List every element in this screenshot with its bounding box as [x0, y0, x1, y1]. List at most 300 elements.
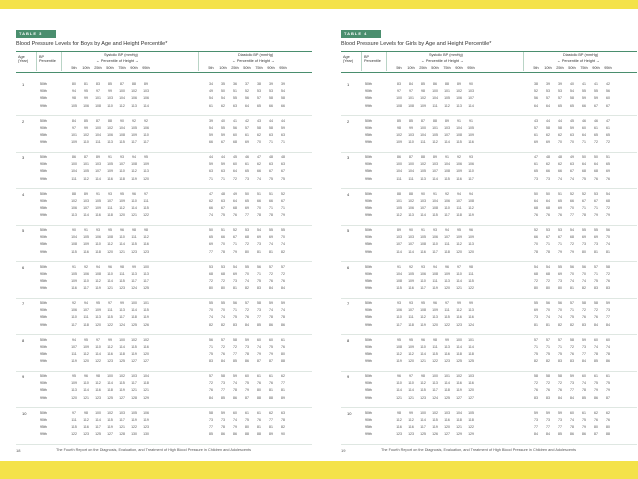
- systolic-value: 105: [131, 410, 137, 415]
- bp-percentile-header: BP Percentile: [39, 55, 56, 63]
- height-percentile-label: 95th: [142, 66, 150, 70]
- diastolic-value: 73: [570, 381, 574, 386]
- systolic-value: 89: [433, 155, 437, 159]
- diastolic-value: 70: [257, 205, 261, 210]
- diastolic-value: 85: [558, 432, 562, 437]
- diastolic-header: Diastolic BP (mmHg): [238, 53, 274, 57]
- systolic-value: 110: [468, 169, 474, 174]
- systolic-value: 102: [456, 89, 462, 94]
- systolic-value: 112: [95, 381, 101, 386]
- diastolic-value: 61: [257, 374, 261, 378]
- systolic-value: 114: [131, 308, 137, 313]
- systolic-value: 85: [397, 118, 401, 123]
- diastolic-value: 70: [209, 308, 213, 313]
- diastolic-value: 76: [546, 213, 550, 218]
- bp-percentile-label: 99th: [365, 176, 372, 181]
- diastolic-value: 59: [221, 162, 225, 167]
- systolic-value: 100: [408, 162, 414, 167]
- systolic-value: 121: [83, 395, 89, 400]
- systolic-value: 127: [468, 395, 474, 400]
- diastolic-value: 89: [281, 395, 285, 400]
- systolic-value: 107: [456, 198, 462, 203]
- diastolic-value: 48: [546, 155, 550, 159]
- bottom-yellow-band: [0, 461, 638, 479]
- systolic-value: 115: [131, 242, 137, 247]
- diastolic-value: 57: [546, 337, 550, 342]
- systolic-value: 120: [444, 286, 450, 291]
- systolic-value: 119: [396, 359, 402, 364]
- diastolic-value: 73: [534, 417, 538, 422]
- diastolic-value: 67: [582, 198, 586, 203]
- height-percentile-label: 90th: [267, 66, 275, 70]
- diastolic-value: 38: [534, 82, 538, 86]
- diastolic-value: 57: [534, 125, 538, 130]
- table-title: Blood Pressure Levels for Boys by Age and Height Percentile*: [16, 41, 168, 47]
- systolic-value: 118: [408, 322, 414, 327]
- age-block: [341, 80, 637, 116]
- diastolic-value: 82: [281, 424, 285, 429]
- diastolic-value: 65: [570, 103, 574, 108]
- systolic-value: 100: [420, 125, 426, 130]
- diastolic-value: 62: [546, 162, 550, 167]
- diastolic-value: 77: [606, 315, 610, 320]
- systolic-value: 101: [95, 96, 101, 101]
- diastolic-value: 85: [233, 359, 237, 364]
- header-bottom-rule: [341, 72, 637, 73]
- diastolic-value: 71: [570, 308, 574, 313]
- systolic-value: 86: [433, 82, 437, 86]
- systolic-value: 97: [445, 301, 449, 305]
- diastolic-value: 78: [570, 424, 574, 429]
- systolic-value: 93: [421, 264, 425, 269]
- systolic-value: 111: [432, 103, 438, 108]
- systolic-value: 104: [396, 271, 402, 276]
- systolic-value: 92: [72, 301, 76, 305]
- diastolic-value: 37: [245, 82, 249, 86]
- systolic-value: 110: [143, 132, 149, 137]
- diastolic-value: 65: [606, 162, 610, 167]
- systolic-value: 118: [119, 351, 125, 356]
- systolic-value: 105: [71, 271, 77, 276]
- systolic-value: 116: [444, 417, 450, 422]
- systolic-value: 118: [456, 351, 462, 356]
- height-percentile-label: 25th: [556, 66, 564, 70]
- systolic-value: 114: [107, 381, 113, 386]
- systolic-value: 114: [119, 344, 125, 349]
- systolic-value: 126: [143, 322, 149, 327]
- diastolic-value: 69: [534, 140, 538, 145]
- diastolic-value: 67: [570, 169, 574, 174]
- systolic-value: 108: [107, 235, 113, 240]
- systolic-value: 109: [119, 198, 125, 203]
- header-divider: [361, 52, 362, 71]
- diastolic-value: 58: [594, 301, 598, 305]
- diastolic-value: 83: [534, 395, 538, 400]
- bp-percentile-label: 99th: [40, 286, 47, 291]
- diastolic-value: 83: [546, 395, 550, 400]
- systolic-value: 96: [433, 301, 437, 305]
- page-footer: [341, 448, 637, 454]
- systolic-value: 114: [444, 381, 450, 386]
- systolic-value: 116: [468, 381, 474, 386]
- diastolic-value: 62: [558, 162, 562, 167]
- systolic-value: 128: [131, 395, 137, 400]
- systolic-value: 122: [107, 322, 113, 327]
- systolic-value: 86: [397, 155, 401, 159]
- systolic-value: 106: [408, 205, 414, 210]
- bp-percentile-label: 95th: [365, 205, 372, 210]
- diastolic-value: 53: [558, 89, 562, 94]
- diastolic-value: 71: [558, 242, 562, 247]
- systolic-value: 114: [131, 205, 137, 210]
- diastolic-value: 74: [257, 344, 261, 349]
- systolic-value: 100: [131, 301, 137, 305]
- systolic-value: 102: [83, 132, 89, 137]
- age-block: [341, 226, 637, 262]
- systolic-value: 111: [468, 271, 474, 276]
- systolic-value: 116: [444, 351, 450, 356]
- systolic-value: 111: [432, 278, 438, 283]
- diastolic-value: 81: [570, 286, 574, 291]
- diastolic-value: 53: [257, 89, 261, 94]
- systolic-value: 89: [397, 228, 401, 232]
- systolic-value: 124: [468, 322, 474, 327]
- age-block: [16, 336, 312, 372]
- diastolic-value: 76: [606, 278, 610, 283]
- systolic-value: 125: [420, 432, 426, 437]
- systolic-value: 116: [468, 315, 474, 320]
- systolic-value: 108: [468, 198, 474, 203]
- systolic-value: 125: [456, 359, 462, 364]
- systolic-value: 114: [396, 388, 402, 393]
- systolic-value: 112: [119, 205, 125, 210]
- diastolic-value: 56: [233, 125, 237, 130]
- diastolic-value: 55: [233, 96, 237, 101]
- systolic-value: 114: [95, 417, 101, 422]
- diastolic-value: 75: [582, 176, 586, 181]
- diastolic-value: 55: [269, 228, 273, 232]
- systolic-value: 93: [120, 155, 124, 159]
- diastolic-value: 73: [558, 278, 562, 283]
- bp-percentile-label: 90th: [365, 308, 372, 313]
- systolic-value: 110: [107, 103, 113, 108]
- systolic-value: 109: [95, 308, 101, 313]
- systolic-value: 112: [408, 351, 414, 356]
- diastolic-value: 83: [582, 322, 586, 327]
- bp-percentile-label: 99th: [365, 359, 372, 364]
- diastolic-value: 77: [209, 249, 213, 254]
- diastolic-value: 74: [594, 344, 598, 349]
- diastolic-value: 64: [233, 198, 237, 203]
- systolic-value: 103: [468, 374, 474, 378]
- systolic-value: 114: [119, 242, 125, 247]
- height-percentile-header: ← Percentile of Height →: [557, 59, 600, 63]
- girls-bp-table-page: [341, 30, 637, 453]
- diastolic-value: 65: [606, 132, 610, 137]
- systolic-value: 93: [96, 228, 100, 232]
- systolic-value: 121: [456, 286, 462, 291]
- diastolic-value: 61: [534, 132, 538, 137]
- bp-percentile-label: 50th: [40, 191, 47, 196]
- age-value: 8: [347, 337, 350, 343]
- systolic-value: 107: [408, 308, 414, 313]
- systolic-value: 106: [456, 96, 462, 101]
- diastolic-value: 72: [582, 308, 586, 313]
- diastolic-value: 46: [582, 118, 586, 123]
- diastolic-value: 53: [546, 89, 550, 94]
- systolic-value: 121: [119, 424, 125, 429]
- systolic-value: 119: [420, 322, 426, 327]
- systolic-value: 108: [131, 162, 137, 167]
- bp-percentile-label: 90th: [40, 417, 47, 422]
- bp-percentile-label: 99th: [365, 322, 372, 327]
- systolic-value: 88: [108, 118, 112, 123]
- systolic-value: 109: [468, 235, 474, 240]
- age-value: 2: [347, 118, 350, 124]
- systolic-value: 112: [396, 351, 402, 356]
- systolic-value: 115: [107, 315, 113, 320]
- header-divider: [198, 52, 199, 71]
- diastolic-value: 52: [245, 89, 249, 94]
- diastolic-value: 64: [233, 169, 237, 174]
- age-value: 2: [22, 118, 25, 124]
- systolic-value: 108: [420, 242, 426, 247]
- systolic-value: 118: [444, 388, 450, 393]
- systolic-value: 96: [397, 374, 401, 378]
- systolic-value: 112: [396, 417, 402, 422]
- age-value: 5: [22, 228, 25, 233]
- diastolic-value: 58: [233, 337, 237, 342]
- systolic-value: 118: [456, 417, 462, 422]
- diastolic-value: 53: [558, 228, 562, 232]
- systolic-value: 110: [83, 140, 89, 145]
- diastolic-value: 56: [570, 264, 574, 269]
- diastolic-value: 66: [546, 169, 550, 174]
- systolic-value: 115: [143, 205, 149, 210]
- systolic-value: 106: [131, 96, 137, 101]
- systolic-value: 107: [432, 169, 438, 174]
- systolic-value: 124: [432, 395, 438, 400]
- systolic-value: 113: [420, 176, 426, 181]
- systolic-value: 127: [107, 432, 113, 437]
- diastolic-value: 38: [257, 82, 261, 86]
- diastolic-value: 73: [606, 308, 610, 313]
- systolic-value: 115: [468, 278, 474, 283]
- systolic-value: 115: [456, 140, 462, 145]
- systolic-value: 88: [409, 191, 413, 196]
- systolic-value: 110: [444, 205, 450, 210]
- bp-percentile-label: 99th: [365, 140, 372, 145]
- diastolic-value: 58: [558, 125, 562, 130]
- systolic-value: 100: [143, 264, 149, 269]
- diastolic-value: 86: [582, 432, 586, 437]
- diastolic-value: 63: [281, 162, 285, 167]
- systolic-value: 116: [456, 381, 462, 386]
- block-separator: [16, 444, 312, 445]
- systolic-value: 104: [119, 125, 125, 130]
- diastolic-value: 75: [281, 176, 285, 181]
- systolic-value: 96: [108, 264, 112, 269]
- diastolic-value: 77: [570, 213, 574, 218]
- systolic-value: 107: [420, 205, 426, 210]
- systolic-value: 99: [108, 337, 112, 342]
- diastolic-value: 74: [582, 381, 586, 386]
- diastolic-value: 88: [281, 359, 285, 364]
- diastolic-value: 70: [281, 235, 285, 240]
- diastolic-value: 52: [233, 228, 237, 232]
- height-percentile-header: ← Percentile of Height →: [421, 59, 464, 63]
- diastolic-value: 51: [558, 191, 562, 196]
- diastolic-value: 75: [558, 351, 562, 356]
- diastolic-value: 61: [281, 337, 285, 342]
- bp-percentile-label: 95th: [40, 169, 47, 174]
- systolic-value: 87: [84, 155, 88, 159]
- diastolic-value: 73: [582, 242, 586, 247]
- systolic-value: 104: [143, 374, 149, 378]
- diastolic-value: 59: [570, 374, 574, 378]
- systolic-value: 101: [143, 301, 149, 305]
- diastolic-value: 67: [606, 103, 610, 108]
- systolic-value: 85: [421, 82, 425, 86]
- age-value: 6: [22, 264, 25, 270]
- diastolic-value: 76: [281, 278, 285, 283]
- diastolic-value: 57: [209, 374, 213, 378]
- bp-percentile-label: 90th: [40, 344, 47, 349]
- diastolic-value: 74: [558, 315, 562, 320]
- systolic-value: 88: [445, 82, 449, 86]
- systolic-value: 90: [469, 82, 473, 86]
- systolic-value: 99: [409, 125, 413, 130]
- diastolic-value: 72: [245, 308, 249, 313]
- diastolic-value: 72: [594, 308, 598, 313]
- systolic-value: 116: [83, 249, 89, 254]
- systolic-value: 104: [408, 169, 414, 174]
- systolic-value: 97: [144, 191, 148, 196]
- age-value: 1: [347, 82, 350, 87]
- systolic-value: 103: [444, 125, 450, 130]
- diastolic-value: 66: [570, 198, 574, 203]
- bp-percentile-label: 90th: [365, 381, 372, 386]
- diastolic-value: 76: [281, 344, 285, 349]
- diastolic-value: 83: [570, 359, 574, 364]
- systolic-value: 125: [107, 395, 113, 400]
- systolic-value: 99: [457, 301, 461, 305]
- systolic-value: 112: [468, 205, 474, 210]
- diastolic-value: 63: [570, 132, 574, 137]
- bp-percentile-label: 90th: [365, 89, 372, 94]
- diastolic-value: 41: [594, 82, 598, 86]
- diastolic-value: 80: [546, 286, 550, 291]
- systolic-value: 92: [409, 264, 413, 269]
- diastolic-value: 59: [594, 96, 598, 101]
- systolic-value: 104: [444, 162, 450, 167]
- diastolic-value: 46: [245, 155, 249, 159]
- diastolic-value: 58: [257, 125, 261, 130]
- systolic-value: 112: [444, 103, 450, 108]
- diastolic-value: 43: [257, 118, 261, 123]
- systolic-value: 108: [432, 271, 438, 276]
- age-value: 7: [347, 301, 350, 306]
- diastolic-value: 76: [233, 213, 237, 218]
- systolic-value: 123: [396, 432, 402, 437]
- systolic-value: 98: [84, 410, 88, 415]
- diastolic-value: 78: [534, 249, 538, 254]
- diastolic-value: 53: [546, 228, 550, 232]
- systolic-value: 113: [119, 308, 125, 313]
- systolic-value: 99: [84, 96, 88, 101]
- diastolic-value: 59: [582, 337, 586, 342]
- systolic-value: 98: [397, 125, 401, 130]
- systolic-value: 121: [408, 395, 414, 400]
- diastolic-value: 89: [269, 432, 273, 437]
- systolic-value: 112: [143, 235, 149, 240]
- diastolic-value: 86: [269, 322, 273, 327]
- age-value: 10: [347, 410, 352, 416]
- diastolic-value: 74: [281, 308, 285, 313]
- systolic-value: 117: [468, 176, 474, 181]
- systolic-value: 98: [96, 374, 100, 378]
- systolic-value: 119: [131, 417, 137, 422]
- diastolic-value: 81: [534, 322, 538, 327]
- height-percentile-label: 95th: [279, 66, 287, 70]
- diastolic-value: 80: [221, 286, 225, 291]
- systolic-value: 98: [72, 96, 76, 101]
- age-value: 1: [22, 82, 25, 87]
- diastolic-value: 50: [546, 191, 550, 196]
- systolic-value: 119: [131, 351, 137, 356]
- diastolic-value: 70: [245, 271, 249, 276]
- systolic-value: 111: [131, 235, 137, 240]
- diastolic-value: 82: [221, 322, 225, 327]
- systolic-value: 95: [108, 228, 112, 232]
- diastolic-value: 50: [582, 155, 586, 159]
- diastolic-value: 74: [570, 176, 574, 181]
- diastolic-value: 80: [582, 249, 586, 254]
- systolic-value: 111: [83, 315, 89, 320]
- bp-percentile-label: 50th: [365, 191, 372, 196]
- diastolic-value: 44: [209, 155, 213, 159]
- diastolic-value: 81: [281, 388, 285, 393]
- diastolic-value: 64: [534, 198, 538, 203]
- systolic-value: 112: [119, 103, 125, 108]
- systolic-value: 106: [143, 125, 149, 130]
- systolic-value: 113: [131, 103, 137, 108]
- systolic-value: 109: [71, 278, 77, 283]
- diastolic-value: 78: [245, 351, 249, 356]
- diastolic-value: 82: [546, 359, 550, 364]
- diastolic-value: 62: [546, 132, 550, 137]
- diastolic-value: 61: [534, 162, 538, 167]
- systolic-value: 119: [119, 388, 125, 393]
- bp-percentile-label: 99th: [365, 249, 372, 254]
- systolic-value: 106: [143, 96, 149, 101]
- systolic-value: 125: [119, 359, 125, 364]
- systolic-value: 87: [409, 155, 413, 159]
- diastolic-value: 57: [257, 96, 261, 101]
- diastolic-value: 83: [233, 322, 237, 327]
- age-header: Age (Year): [18, 55, 29, 63]
- systolic-value: 115: [396, 286, 402, 291]
- age-block: [16, 299, 312, 335]
- systolic-value: 120: [456, 249, 462, 254]
- systolic-value: 105: [71, 103, 77, 108]
- diastolic-value: 53: [594, 191, 598, 196]
- diastolic-value: 82: [209, 322, 213, 327]
- diastolic-value: 76: [606, 417, 610, 422]
- diastolic-value: 63: [269, 162, 273, 167]
- diastolic-value: 77: [534, 424, 538, 429]
- systolic-value: 113: [95, 315, 101, 320]
